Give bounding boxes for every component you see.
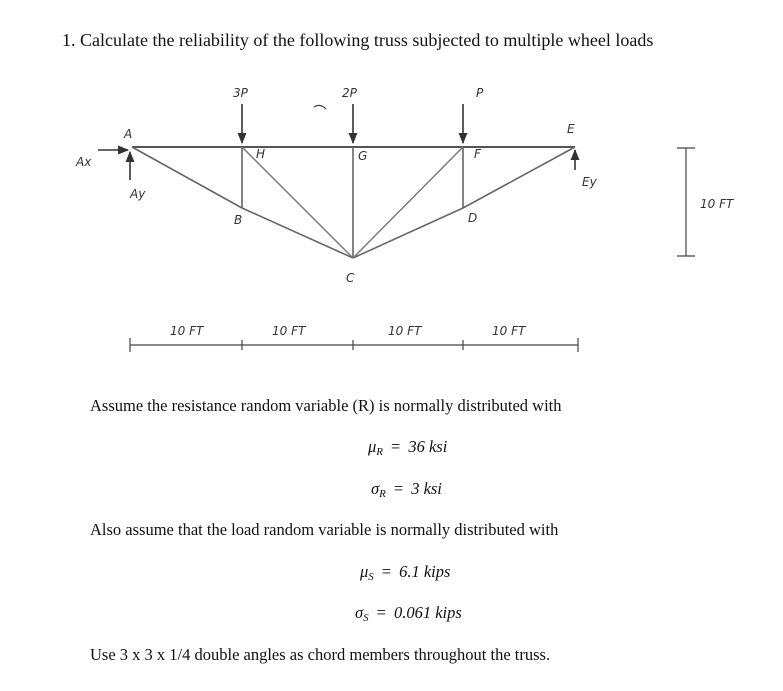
node-label-a: A bbox=[124, 127, 133, 141]
stray-mark bbox=[314, 105, 326, 109]
span-dim-label-3: 10 FT bbox=[388, 324, 422, 338]
closing-instruction: Use 3 x 3 x 1/4 double angles as chord members throughout the truss. bbox=[90, 645, 551, 664]
node-label-h: H bbox=[256, 147, 266, 161]
member-ab bbox=[132, 147, 242, 208]
resistance-intro: Assume the resistance random variable (R) is normally distributed with bbox=[90, 396, 562, 415]
equation-mu-s: $\mu_S = 6.1$ kips bbox=[360, 562, 451, 583]
member-cd bbox=[353, 208, 463, 258]
question-title: 1. Calculate the reliability of the following truss subjected to multiple wheel loads bbox=[62, 30, 654, 50]
member-hc bbox=[242, 147, 353, 258]
node-label-f: F bbox=[474, 147, 481, 161]
load-label-3p: 3P bbox=[233, 86, 248, 100]
equation-sigma-r: $\sigma_R = 3$ ksi bbox=[371, 479, 442, 500]
member-bc bbox=[242, 208, 353, 258]
node-label-c: C bbox=[346, 271, 355, 285]
load-label-p: P bbox=[476, 86, 484, 100]
load-label-2p: 2P bbox=[342, 86, 357, 100]
node-label-g: G bbox=[358, 149, 368, 163]
reaction-ey-label: Ey bbox=[582, 175, 597, 189]
node-label-b: B bbox=[234, 213, 243, 227]
member-fc bbox=[353, 147, 463, 258]
load-intro: Also assume that the load random variable is normally distributed with bbox=[90, 520, 559, 539]
node-label-d: D bbox=[468, 211, 478, 225]
height-dim-label: 10 FT bbox=[700, 197, 734, 211]
reaction-ay-label: Ay bbox=[130, 187, 146, 201]
span-dim-label-4: 10 FT bbox=[492, 324, 526, 338]
equation-sigma-s: $\sigma_S = 0.061$ kips bbox=[355, 603, 462, 624]
span-dim-label-1: 10 FT bbox=[170, 324, 204, 338]
equation-mu-r: $\mu_R = 36$ ksi bbox=[368, 437, 448, 458]
span-dim-label-2: 10 FT bbox=[272, 324, 306, 338]
node-label-e: E bbox=[567, 122, 575, 136]
reaction-ax-label: Ax bbox=[76, 155, 92, 169]
